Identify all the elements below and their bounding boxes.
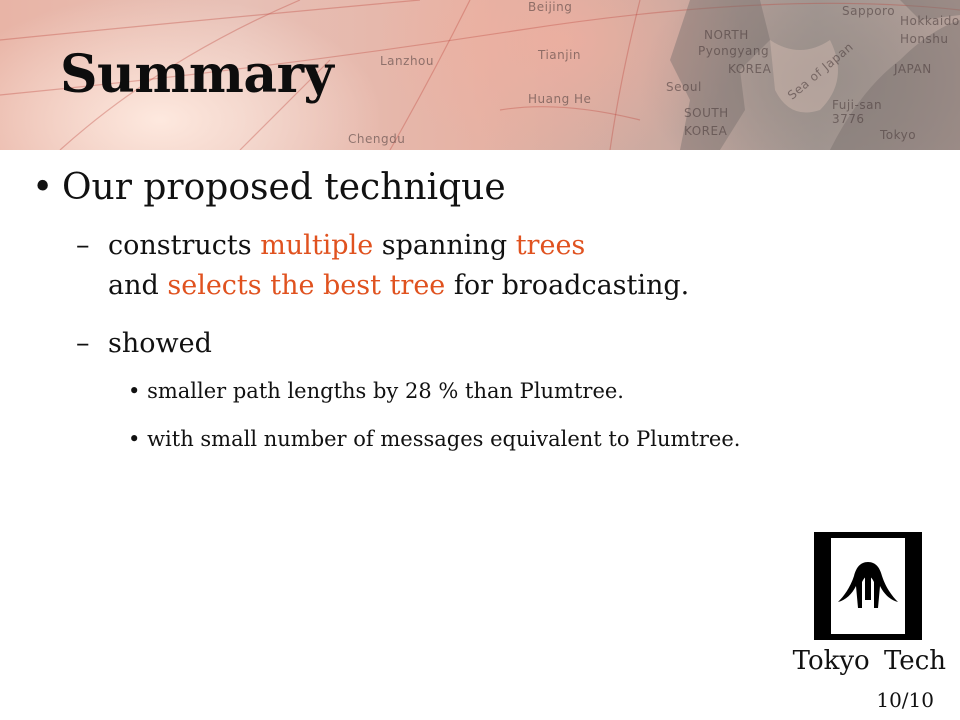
map-label: KOREA <box>684 124 728 138</box>
sub-bullet-constructs <box>76 226 689 306</box>
map-label: Fuji-san <box>832 98 883 112</box>
map-label: Huang He <box>528 92 592 106</box>
text-constructs: constructs <box>108 230 261 261</box>
header-banner <box>0 0 960 150</box>
map-label: Hokkaido <box>900 14 960 28</box>
highlight-multiple: multiple <box>260 230 374 261</box>
map-label: SOUTH <box>684 106 729 120</box>
bullet-dot-icon: • <box>32 167 54 208</box>
map-label: Sapporo <box>842 4 896 18</box>
page-number: 10/10 <box>876 688 934 712</box>
sub-sub-bullet-messages <box>128 424 740 454</box>
map-label: Lanzhou <box>380 54 434 68</box>
map-label: JAPAN <box>894 62 932 76</box>
map-label: 3776 <box>832 112 865 126</box>
text-for-broadcasting: for broadcasting. <box>445 270 690 301</box>
bullet-dot-icon: • <box>128 379 141 403</box>
map-label: Honshu <box>900 32 949 46</box>
footer-institution: Tokyo Tech <box>792 646 946 676</box>
map-label: Chengdu <box>348 132 406 146</box>
text-messages: with small number of messages equivalent to Plumtree. <box>147 427 741 451</box>
text-and: and <box>108 270 168 301</box>
map-label: Beijing <box>528 0 573 14</box>
map-label: NORTH <box>704 28 749 42</box>
dash-icon: – <box>76 230 90 261</box>
text-spanning: spanning <box>373 230 516 261</box>
map-label: KOREA <box>728 62 772 76</box>
highlight-selects-best-tree: selects the best tree <box>167 270 446 301</box>
map-label: Tokyo <box>880 128 917 142</box>
sub-bullet-showed <box>76 324 212 364</box>
dash-icon: – <box>76 328 90 359</box>
tokyo-tech-logo <box>814 532 922 640</box>
map-label: Pyongyang <box>698 44 770 58</box>
slide-title: Summary <box>60 44 334 105</box>
bullet-main-text: Our proposed technique <box>62 167 506 208</box>
bullet-dot-icon: • <box>128 427 141 451</box>
map-label: Sea of Japan <box>784 39 857 103</box>
text-path-lengths: smaller path lengths by 28 % than Plumtree. <box>147 379 624 403</box>
sub-sub-bullet-path-lengths <box>128 376 624 406</box>
map-label: Seoul <box>666 80 702 94</box>
highlight-trees: trees <box>515 230 586 261</box>
map-label: Tianjin <box>538 48 582 62</box>
text-showed: showed <box>108 328 212 359</box>
bullet-main <box>32 166 506 210</box>
